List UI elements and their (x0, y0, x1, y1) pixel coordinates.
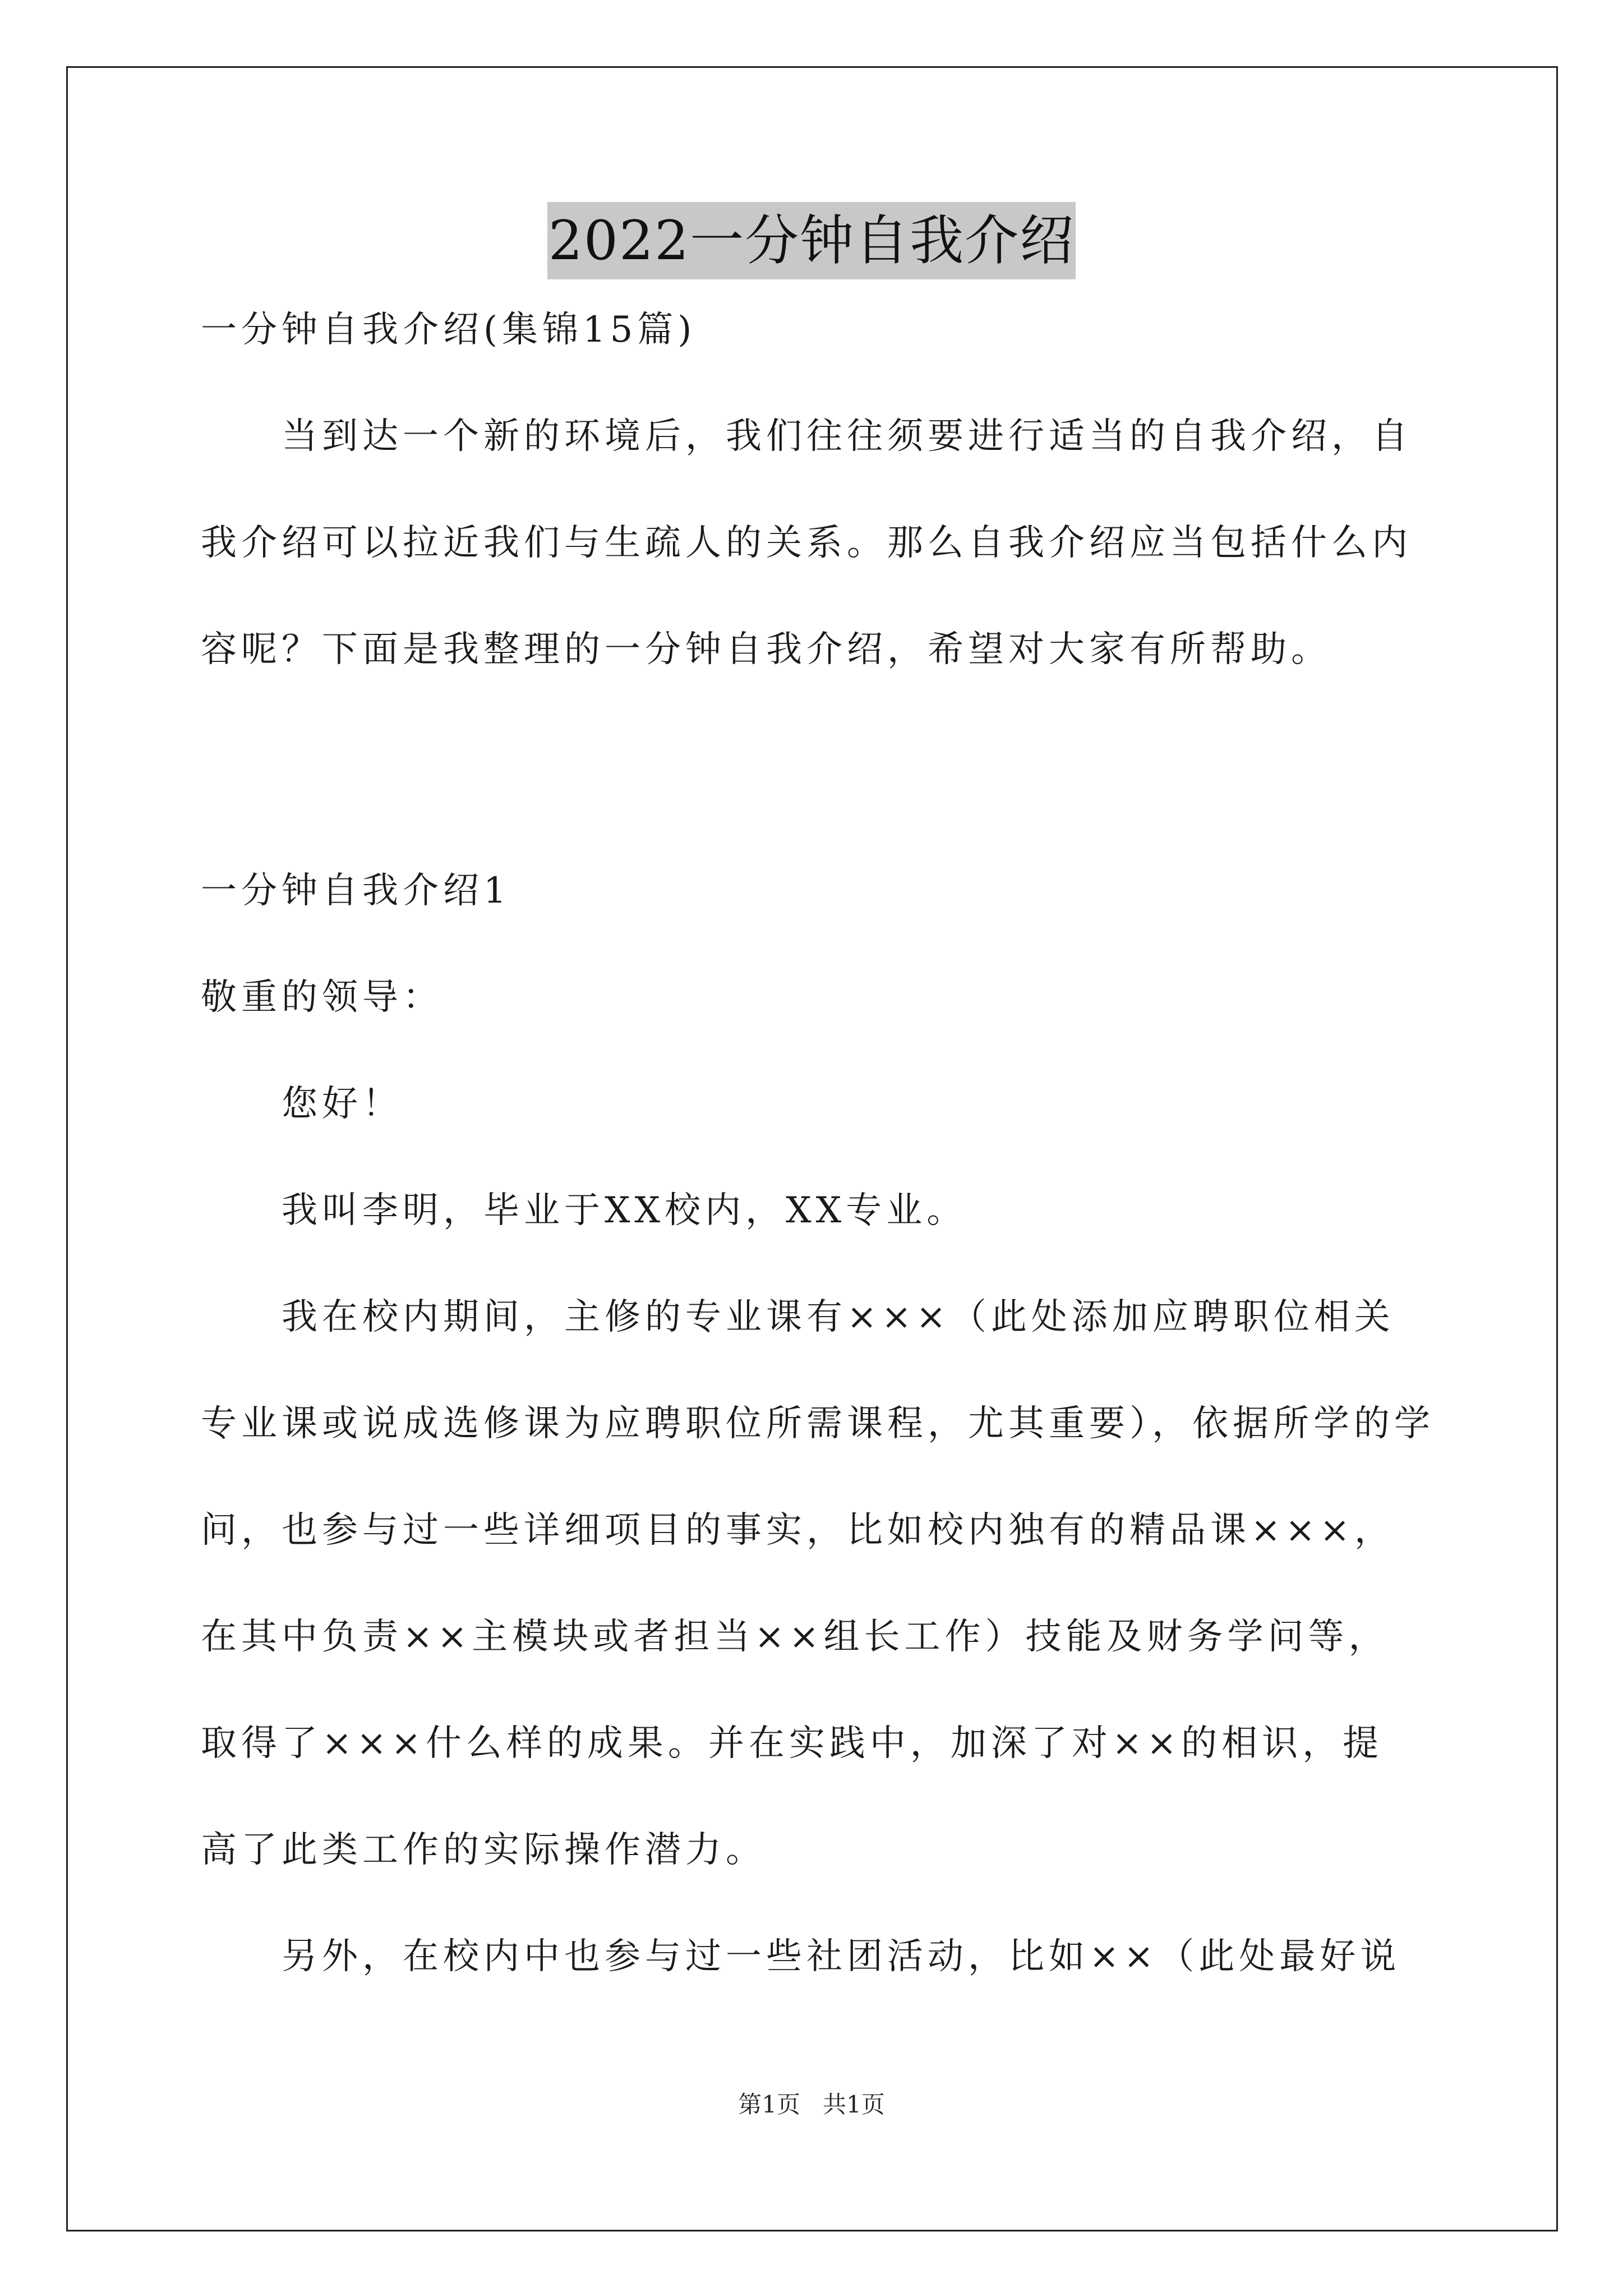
section-heading: 一分钟自我介绍1 (201, 870, 511, 912)
paragraph-3-line-1: 另外，在校内中也参与过一些社团活动，比如××（此处最好说 (282, 1936, 1401, 1977)
paragraph-1: 我叫李明，毕业于XX校内，XX专业。 (282, 1190, 967, 1231)
paragraph-2-line-2: 专业课或说成选修课为应聘职位所需课程，尤其重要），依据所学的学 (201, 1403, 1435, 1444)
intro-line-3: 容呢？下面是我整理的一分钟自我介绍，希望对大家有所帮助。 (201, 629, 1331, 670)
paragraph-2-line-1: 我在校内期间，主修的专业课有×××（此处添加应聘职位相关 (282, 1296, 1395, 1338)
document-title: 2022一分钟自我介绍 (547, 202, 1076, 279)
intro-line-2: 我介绍可以拉近我们与生疏人的关系。那么自我介绍应当包括什么内 (201, 522, 1412, 564)
paragraph-2-line-3: 问，也参与过一些详细项目的事实，比如校内独有的精品课×××， (201, 1510, 1395, 1551)
document-subtitle: 一分钟自我介绍(集锦15篇) (201, 309, 697, 351)
intro-line-1: 当到达一个新的环境后，我们往往须要进行适当的自我介绍，自 (282, 416, 1412, 457)
paragraph-2-line-6: 高了此类工作的实际操作潜力。 (201, 1829, 766, 1871)
paragraph-2-line-4: 在其中负责××主模块或者担当××组长工作）技能及财务学问等， (201, 1616, 1389, 1658)
title-container (0, 202, 1623, 279)
page-footer: 第1页 共1页 (738, 2091, 885, 2118)
paragraph-2-line-5: 取得了×××什么样的成果。并在实践中，加深了对××的相识，提 (201, 1723, 1384, 1764)
greeting: 您好！ (282, 1083, 403, 1125)
page-border (66, 66, 1558, 2231)
salutation: 敬重的领导： (201, 977, 443, 1018)
